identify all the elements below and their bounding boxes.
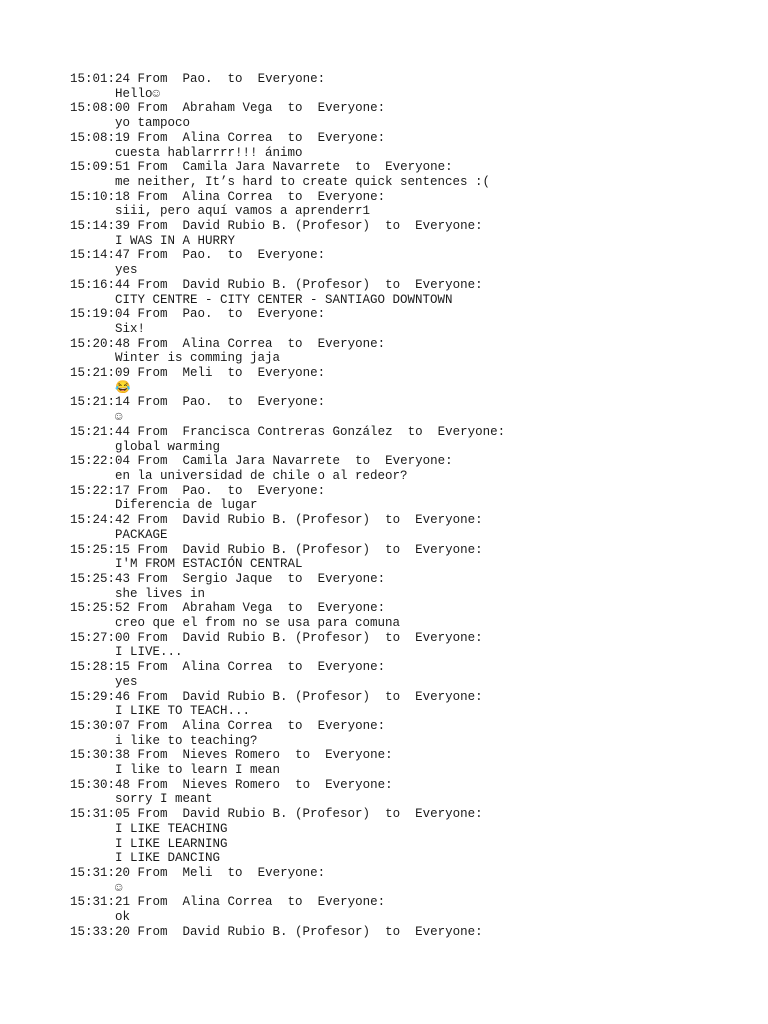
message-timestamp: 15:01:24: [70, 72, 131, 86]
message-timestamp: 15:28:15: [70, 660, 131, 675]
chat-message: [70, 337, 760, 366]
chat-message: [70, 601, 760, 630]
chat-message: [70, 307, 760, 336]
message-text: ☺: [115, 880, 123, 895]
message-text: I LIVE...: [115, 645, 183, 660]
message-recipient: Everyone: [257, 248, 318, 263]
message-recipient: Everyone: [415, 542, 476, 557]
message-text: I LIKE LEARNING: [115, 836, 228, 851]
chat-message: [70, 219, 760, 248]
chat-message: [70, 748, 760, 777]
message-text: creo que el from no se usa para comuna: [115, 616, 401, 631]
chat-message: [70, 248, 760, 277]
message-timestamp: 15:20:48: [70, 336, 131, 351]
message-sender: Abraham Vega: [182, 101, 273, 116]
message-sender: David Rubio B. (Profesor): [182, 513, 371, 528]
message-header: 15:29:46 From David Rubio B. (Profesor) to Everyone:: [70, 689, 483, 704]
message-timestamp: 15:33:20: [70, 924, 131, 939]
message-timestamp: 15:25:15: [70, 542, 131, 557]
message-text: yo tampoco: [115, 116, 191, 131]
message-sender: David Rubio B. (Profesor): [182, 689, 371, 704]
message-header: 15:25:15 From David Rubio B. (Profesor) to Everyone:: [70, 542, 483, 557]
message-recipient: Everyone: [257, 366, 318, 381]
chat-message: [70, 425, 760, 454]
message-header: 15:25:43 From Sergio Jaque to Everyone:: [70, 571, 386, 586]
chat-message: [70, 925, 760, 940]
message-sender: Nieves Romero: [182, 748, 281, 763]
message-header: 15:21:44 From Francisca Contreras González to Everyone:: [70, 424, 506, 439]
message-sender: Meli: [182, 366, 213, 381]
message-sender: David Rubio B. (Profesor): [182, 219, 371, 234]
message-sender: Abraham Vega: [182, 601, 273, 616]
message-recipient: Everyone: [317, 718, 378, 733]
message-sender: Pao.: [182, 248, 213, 263]
message-recipient: Everyone: [325, 777, 386, 792]
message-timestamp: 15:21:44: [70, 424, 131, 439]
chat-message: [70, 131, 760, 160]
message-text: I LIKE TEACHING: [115, 821, 228, 836]
message-recipient: Everyone: [257, 307, 318, 322]
message-recipient: Everyone: [415, 277, 476, 292]
message-header: 15:31:05 From David Rubio B. (Profesor) to Everyone:: [70, 807, 483, 822]
chat-message: [70, 101, 760, 130]
message-recipient: Everyone: [437, 424, 498, 439]
message-text: ok: [115, 910, 131, 925]
message-text: 😂: [115, 380, 131, 395]
message-text: Winter is comming jaja: [115, 351, 281, 366]
message-sender: David Rubio B. (Profesor): [182, 277, 371, 292]
chat-message: [70, 454, 760, 483]
chat-message: [70, 366, 760, 395]
message-recipient: Everyone: [415, 924, 476, 939]
message-timestamp: 15:30:48: [70, 777, 131, 792]
message-text: yes: [115, 263, 138, 278]
message-recipient: Everyone: [325, 748, 386, 763]
message-recipient: Everyone: [415, 807, 476, 822]
message-header: 15:30:38 From Nieves Romero to Everyone:: [70, 748, 393, 763]
message-timestamp: 15:21:14: [70, 395, 131, 410]
message-sender: Pao.: [182, 307, 213, 322]
chat-message: [70, 660, 760, 689]
message-sender: David Rubio B. (Profesor): [182, 807, 371, 822]
message-text: I LIKE DANCING: [115, 851, 221, 866]
message-recipient: Everyone: [257, 395, 318, 410]
message-header: 15:08:00 From Abraham Vega to Everyone:: [70, 101, 386, 116]
message-text: cuesta hablarrrr!!! ánimo: [115, 145, 303, 160]
message-timestamp: 15:29:46: [70, 689, 131, 704]
message-header: 15:10:18 From Alina Correa to Everyone:: [70, 189, 386, 204]
message-timestamp: 15:08:00: [70, 101, 131, 116]
message-header: 15:28:15 From Alina Correa to Everyone:: [70, 660, 386, 675]
chat-message: [70, 778, 760, 807]
message-recipient: Everyone: [415, 689, 476, 704]
message-text: siii, pero aquí vamos a aprenderr1: [115, 204, 371, 219]
chat-message: [70, 572, 760, 601]
message-timestamp: 15:31:20: [70, 865, 131, 880]
message-timestamp: 15:16:44: [70, 277, 131, 292]
message-header: 15:24:42 From David Rubio B. (Profesor) to Everyone:: [70, 513, 483, 528]
message-sender: Francisca Contreras González: [182, 424, 393, 439]
message-recipient: Everyone: [257, 865, 318, 880]
chat-message: [70, 631, 760, 660]
message-header: 15:31:20 From Meli to Everyone:: [70, 865, 326, 880]
message-text: sorry I meant: [115, 792, 213, 807]
message-text: ☺: [115, 410, 123, 425]
chat-message: [70, 895, 760, 924]
chat-message: [70, 278, 760, 307]
message-text: me neither, It’s hard to create quick sentences :(: [115, 174, 491, 189]
message-text: en la universidad de chile o al redeor?: [115, 468, 408, 483]
message-sender: Alina Correa: [182, 718, 273, 733]
chat-message: [70, 72, 760, 101]
message-header: 15:14:39 From David Rubio B. (Profesor) to Everyone:: [70, 219, 483, 234]
chat-message: [70, 719, 760, 748]
message-text: I like to learn I mean: [115, 763, 281, 778]
message-text: PACKAGE: [115, 527, 168, 542]
message-timestamp: 15:22:17: [70, 483, 131, 498]
message-timestamp: 15:30:38: [70, 748, 131, 763]
message-header: 15:22:04 From Camila Jara Navarrete to Everyone:: [70, 454, 453, 469]
message-text: I'M FROM ESTACIÓN CENTRAL: [115, 557, 303, 572]
message-sender: Meli: [182, 865, 213, 880]
chat-message: [70, 484, 760, 513]
message-text: CITY CENTRE - CITY CENTER - SANTIAGO DOWNTOWN: [115, 292, 453, 307]
chat-message: [70, 543, 760, 572]
message-text: yes: [115, 674, 138, 689]
message-recipient: Everyone: [257, 483, 318, 498]
message-header: 15:33:20 From David Rubio B. (Profesor) to Everyone:: [70, 924, 483, 939]
message-recipient: Everyone: [415, 513, 476, 528]
chat-message: [70, 395, 760, 424]
message-timestamp: 15:14:39: [70, 219, 131, 234]
chat-message: [70, 807, 760, 866]
message-timestamp: 15:14:47: [70, 248, 131, 263]
message-timestamp: 15:27:00: [70, 630, 131, 645]
message-timestamp: 15:10:18: [70, 189, 131, 204]
chat-message: [70, 866, 760, 895]
message-header: 15:21:14 From Pao. to Everyone:: [70, 395, 326, 410]
message-recipient: Everyone: [317, 336, 378, 351]
message-header: 15:16:44 From David Rubio B. (Profesor) to Everyone:: [70, 277, 483, 292]
chat-log: [70, 72, 760, 939]
message-text: Diferencia de lugar: [115, 498, 258, 513]
message-recipient: Everyone: [317, 101, 378, 116]
message-text: I WAS IN A HURRY: [115, 233, 236, 248]
message-timestamp: 15:25:52: [70, 601, 131, 616]
message-recipient: Everyone: [257, 72, 318, 86]
message-sender: David Rubio B. (Profesor): [182, 630, 371, 645]
chat-message: [70, 513, 760, 542]
message-timestamp: 15:21:09: [70, 366, 131, 381]
message-text: I LIKE TO TEACH...: [115, 704, 251, 719]
message-sender: Camila Jara Navarrete: [182, 160, 341, 175]
message-text: she lives in: [115, 586, 206, 601]
message-sender: Nieves Romero: [182, 777, 281, 792]
message-timestamp: 15:09:51: [70, 160, 131, 175]
message-timestamp: 15:30:07: [70, 718, 131, 733]
message-header: 15:27:00 From David Rubio B. (Profesor) to Everyone:: [70, 630, 483, 645]
message-sender: Alina Correa: [182, 336, 273, 351]
message-recipient: Everyone: [317, 130, 378, 145]
message-recipient: Everyone: [317, 571, 378, 586]
message-text: i like to teaching?: [115, 733, 258, 748]
message-sender: Pao.: [182, 72, 213, 86]
message-header: 15:21:09 From Meli to Everyone:: [70, 366, 326, 381]
message-header: 15:01:24 From Pao. to Everyone:: [70, 72, 326, 86]
chat-message: [70, 160, 760, 189]
message-timestamp: 15:25:43: [70, 571, 131, 586]
message-sender: Pao.: [182, 395, 213, 410]
message-header: 15:09:51 From Camila Jara Navarrete to Everyone:: [70, 160, 453, 175]
chat-message: [70, 690, 760, 719]
message-recipient: Everyone: [317, 601, 378, 616]
chat-message: [70, 190, 760, 219]
message-timestamp: 15:22:04: [70, 454, 131, 469]
message-recipient: Everyone: [415, 630, 476, 645]
message-text: global warming: [115, 439, 221, 454]
message-sender: Alina Correa: [182, 660, 273, 675]
message-timestamp: 15:08:19: [70, 130, 131, 145]
message-text: Hello☺: [115, 86, 161, 101]
message-sender: Alina Correa: [182, 895, 273, 910]
message-sender: David Rubio B. (Profesor): [182, 542, 371, 557]
message-recipient: Everyone: [317, 895, 378, 910]
message-header: 15:25:52 From Abraham Vega to Everyone:: [70, 601, 386, 616]
message-header: 15:08:19 From Alina Correa to Everyone:: [70, 130, 386, 145]
message-recipient: Everyone: [317, 660, 378, 675]
message-timestamp: 15:24:42: [70, 513, 131, 528]
message-header: 15:14:47 From Pao. to Everyone:: [70, 248, 326, 263]
message-recipient: Everyone: [317, 189, 378, 204]
message-header: 15:22:17 From Pao. to Everyone:: [70, 483, 326, 498]
message-sender: Alina Correa: [182, 130, 273, 145]
message-header: 15:20:48 From Alina Correa to Everyone:: [70, 336, 386, 351]
message-timestamp: 15:19:04: [70, 307, 131, 322]
message-timestamp: 15:31:21: [70, 895, 131, 910]
message-text: Six!: [115, 321, 146, 336]
message-header: 15:19:04 From Pao. to Everyone:: [70, 307, 326, 322]
message-recipient: Everyone: [385, 160, 446, 175]
message-header: 15:31:21 From Alina Correa to Everyone:: [70, 895, 386, 910]
message-header: 15:30:07 From Alina Correa to Everyone:: [70, 718, 386, 733]
message-timestamp: 15:31:05: [70, 807, 131, 822]
message-recipient: Everyone: [385, 454, 446, 469]
message-sender: Sergio Jaque: [182, 571, 273, 586]
message-recipient: Everyone: [415, 219, 476, 234]
message-header: 15:30:48 From Nieves Romero to Everyone:: [70, 777, 393, 792]
message-sender: Camila Jara Navarrete: [182, 454, 341, 469]
message-sender: David Rubio B. (Profesor): [182, 924, 371, 939]
message-sender: Pao.: [182, 483, 213, 498]
message-sender: Alina Correa: [182, 189, 273, 204]
